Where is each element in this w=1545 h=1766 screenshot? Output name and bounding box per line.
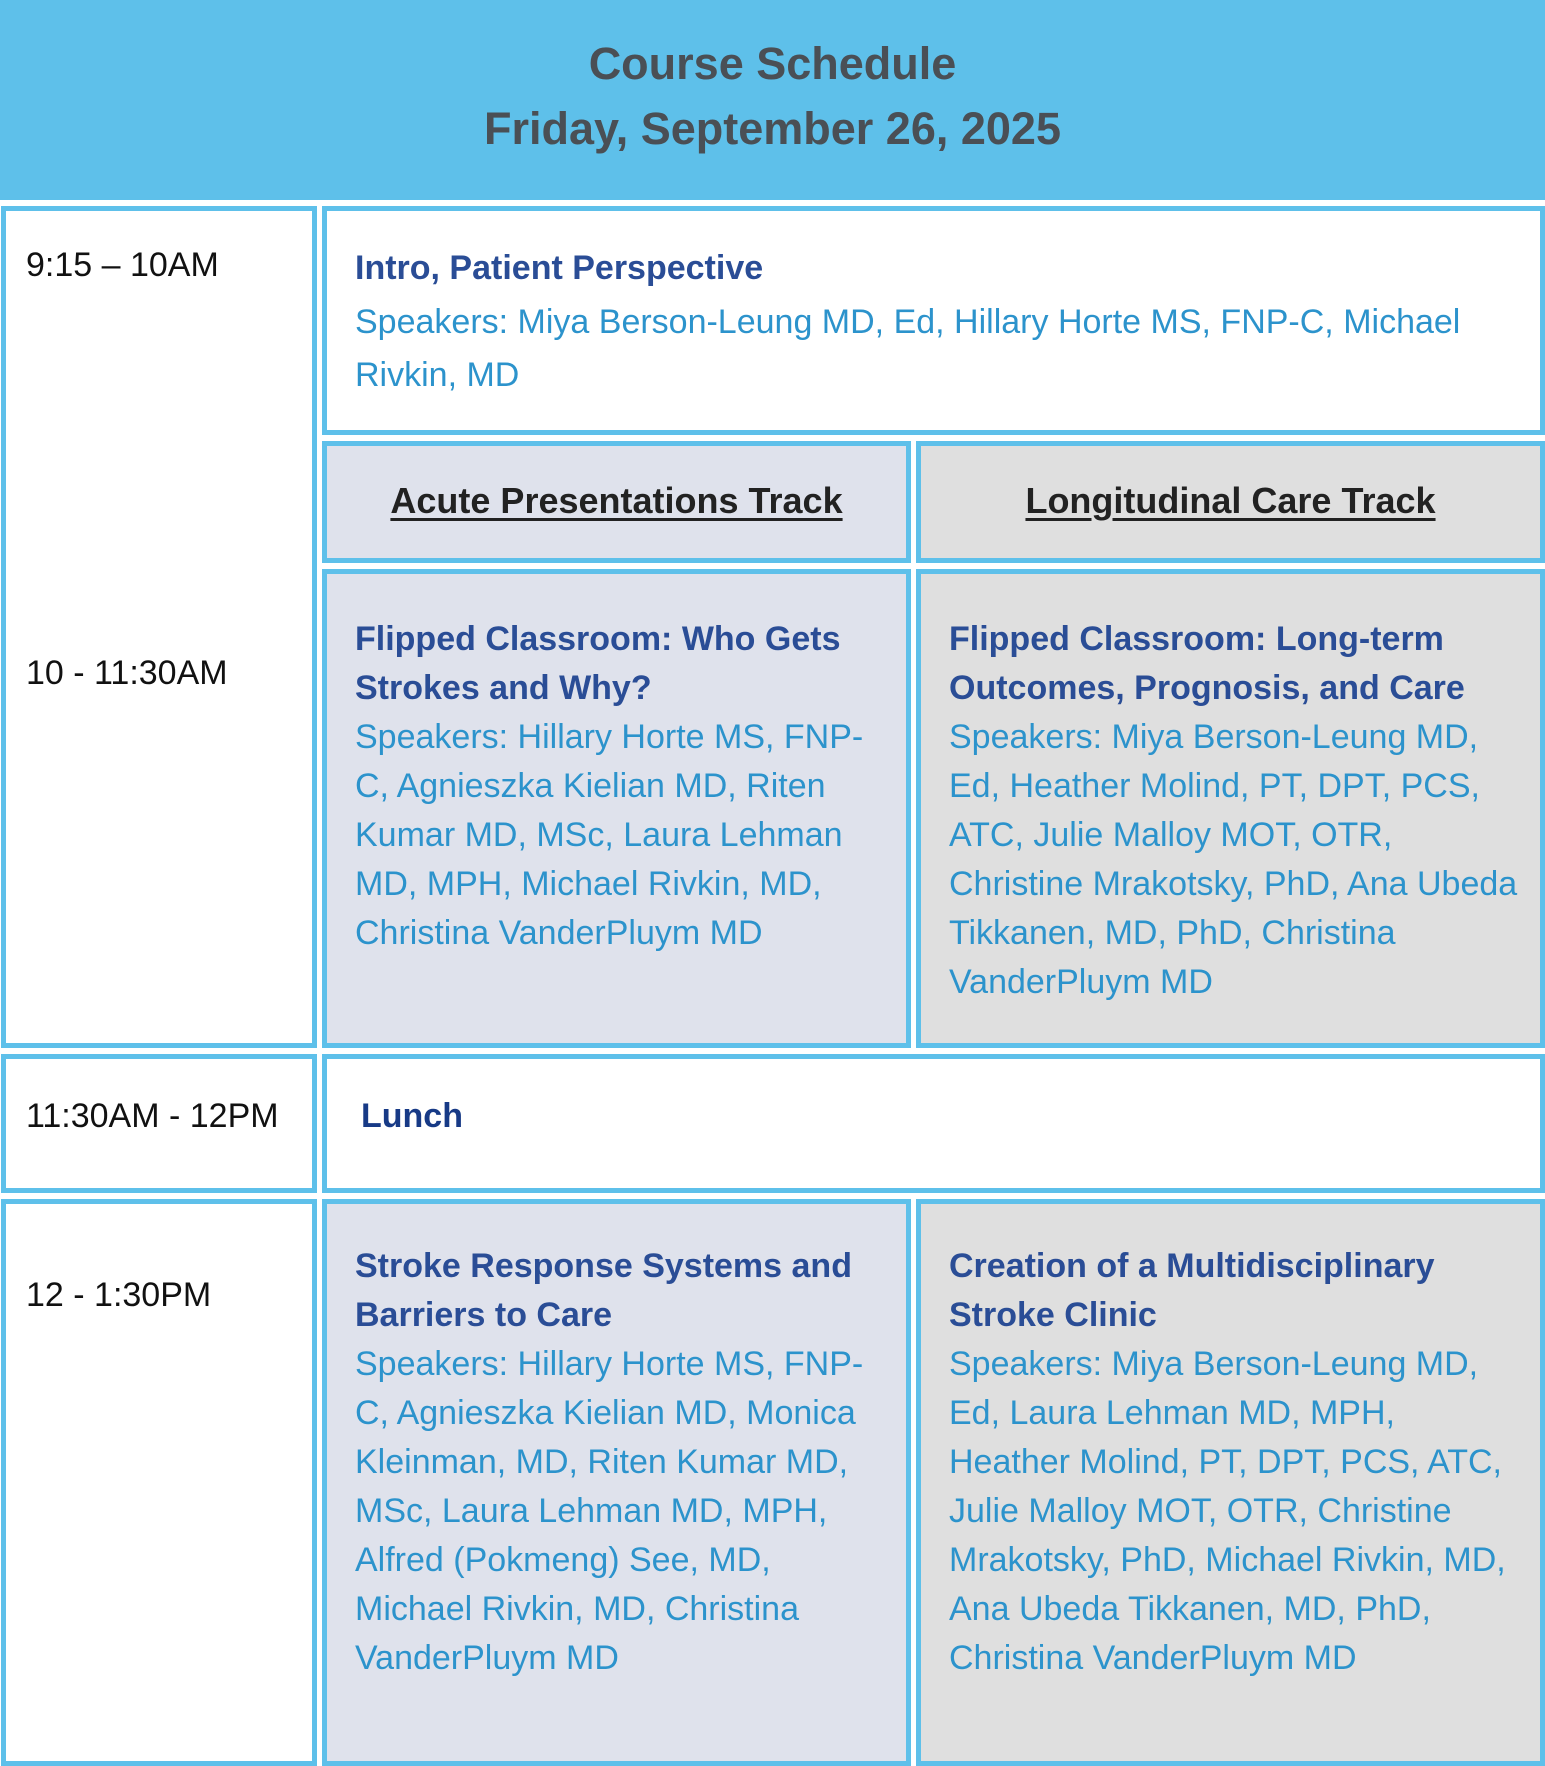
time-lunch: 11:30AM - 12PM [26, 1097, 279, 1135]
intro-title: Intro, Patient Perspective [355, 249, 764, 287]
intro-session-cell [322, 206, 1545, 435]
schedule-date: Friday, September 26, 2025 [484, 103, 1061, 154]
session2-longitudinal-speakers: Speakers: Miya Berson-Leung MD, Ed, Laura Lehman MD, MPH, Heather Molind, PT, DPT, PCS, ATC, Julie Malloy MOT, OTR, Christine Mrakotsky, PhD, Michael Rivkin, MD, Ana Ubeda Tikkanen, MD, PhD, Christina VanderPluym MD [949, 1345, 1506, 1677]
time-cell-lunch [1, 1054, 317, 1193]
intro-speakers: Speakers: Miya Berson-Leung MD, Ed, Hillary Horte MS, FNP-C, Michael Rivkin, MD [355, 303, 1461, 394]
session2-longitudinal-cell [916, 1199, 1545, 1766]
lunch-cell [322, 1054, 1545, 1193]
session1-longitudinal-cell [916, 569, 1545, 1048]
session1-acute-speakers: Speakers: Hillary Horte MS, FNP-C, Agnieszka Kielian MD, Riten Kumar MD, MSc, Laura Lehman MD, MPH, Michael Rivkin, MD, Christina VanderPluym MD [355, 718, 864, 952]
session2-longitudinal-title: Creation of a Multidisciplinary Stroke Clinic [949, 1247, 1435, 1334]
time-session2: 12 - 1:30PM [26, 1276, 212, 1314]
track-header-acute [322, 441, 911, 563]
schedule-header [0, 0, 1545, 200]
time-cell-morning [1, 206, 317, 1048]
time-session1: 10 - 11:30AM [26, 654, 228, 692]
session2-acute-cell [322, 1199, 911, 1766]
track-label-acute: Acute Presentations Track [390, 480, 843, 521]
session1-longitudinal-speakers: Speakers: Miya Berson-Leung MD, Ed, Heather Molind, PT, DPT, PCS, ATC, Julie Malloy MOT, OTR, Christine Mrakotsky, PhD, Ana Ubeda Tikkanen, MD, PhD, Christina VanderPluym MD [949, 718, 1518, 1001]
session1-longitudinal-title: Flipped Classroom: Long-term Outcomes, Prognosis, and Care [949, 620, 1465, 707]
track-header-longitudinal [916, 441, 1545, 563]
page-title: Course Schedule [588, 38, 957, 89]
lunch-label: Lunch [361, 1097, 463, 1135]
time-intro: 9:15 – 10AM [26, 246, 219, 284]
session1-acute-cell [322, 569, 911, 1048]
session1-acute-title: Flipped Classroom: Who Gets Strokes and Why? [355, 620, 841, 707]
time-cell-afternoon [1, 1199, 317, 1766]
session2-acute-title: Stroke Response Systems and Barriers to Care [355, 1247, 852, 1334]
session2-acute-speakers: Speakers: Hillary Horte MS, FNP-C, Agnieszka Kielian MD, Monica Kleinman, MD, Riten Kumar MD, MSc, Laura Lehman MD, MPH, Alfred (Pokmeng) See, MD, Michael Rivkin, MD, Christina VanderPluym MD [355, 1345, 864, 1677]
track-label-longitudinal: Longitudinal Care Track [1025, 480, 1436, 521]
